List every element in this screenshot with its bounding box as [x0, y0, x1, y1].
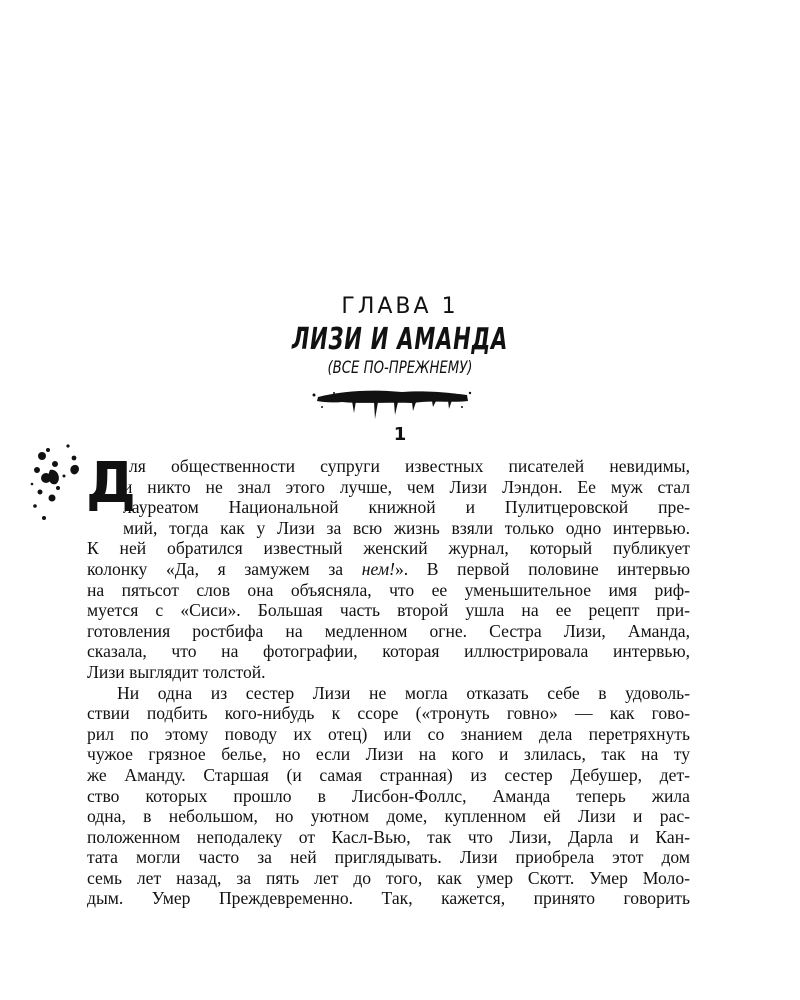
paragraph-2: [87, 683, 690, 910]
text-line: ство которых прошло в Лисбон-Фоллс, Аманда теперь жила: [87, 785, 690, 806]
chapter-subtitle: (ВСЕ ПО-ПРЕЖНЕМУ): [327, 358, 473, 378]
text-line: же Аманду. Старшая (и самая странная) из сестер Дебушер, дет-: [87, 764, 690, 785]
text-line: положенном неподалеку от Касл-Вью, так что Лизи, Дарла и Кан-: [87, 826, 690, 847]
text-line: сказала, что на фотографии, которая иллюстрировала интервью,: [87, 641, 690, 662]
text-line: Ни одна из сестер Лизи не могла отказать себе в удоволь-: [117, 682, 690, 703]
text-line: мий, тогда как у Лизи за всю жизнь взяли только одно интервью.: [123, 517, 690, 538]
text-line: рил по этому поводу их отец) или со знанием дела перетряхнуть: [87, 723, 690, 744]
text-line: дым. Умер Преждевременно. Так, кажется, принято говорить: [87, 888, 690, 909]
text-line: готовления ростбифа на медленном огне. Сестра Лизи, Аманда,: [87, 620, 690, 641]
text-line: одна, в небольшом, но уютном доме, купленном ей Лизи и рас-: [87, 806, 690, 827]
text-line: чужое грязное белье, но если Лизи на кого и злилась, так на ту: [87, 744, 690, 765]
chapter-label: ГЛАВА 1: [341, 294, 459, 319]
drop-cap-letter: Д: [86, 451, 136, 516]
text-line: на пятьсот слов она объясняла, что ее уменьшительное имя риф-: [87, 579, 690, 600]
text-line: К ней обратился известный женский журнал, который публикует: [87, 538, 690, 559]
text-line: лауреатом Национальной книжной и Пулитцеровской пре-: [123, 497, 690, 518]
emphasis-text: нем!: [361, 558, 395, 579]
text-line: ствии подбить кого-нибудь к ссоре («тронуть говно» — как гово-: [87, 703, 690, 724]
text-line: Лизи выглядит толстой.: [87, 661, 266, 682]
text-line: и никто не знал этого лучше, чем Лизи Лэндон. Ее муж стал: [123, 476, 690, 497]
text-line: тата могли часто за ней приглядывать. Лизи приобрела этот дом: [87, 847, 690, 868]
text-line: ля общественности супруги известных писателей невидимы,: [129, 456, 690, 476]
text-fragment: колонку «Да, я замужем за: [87, 558, 362, 579]
paragraph-1: [87, 456, 690, 683]
text-line: [87, 559, 690, 580]
text-line: семь лет назад, за пять лет до того, как умер Скотт. Умер Моло-: [87, 867, 690, 888]
body-text: [87, 456, 690, 909]
section-number: 1: [393, 424, 407, 445]
chapter-title: ЛИЗИ И АМАНДА: [291, 322, 509, 357]
ink-splatter-divider: [312, 385, 472, 421]
text-line: муется с «Сиси». Большая часть второй ушла на ее рецепт при-: [87, 600, 690, 621]
text-fragment: ». В первой половине интервью: [394, 558, 690, 579]
